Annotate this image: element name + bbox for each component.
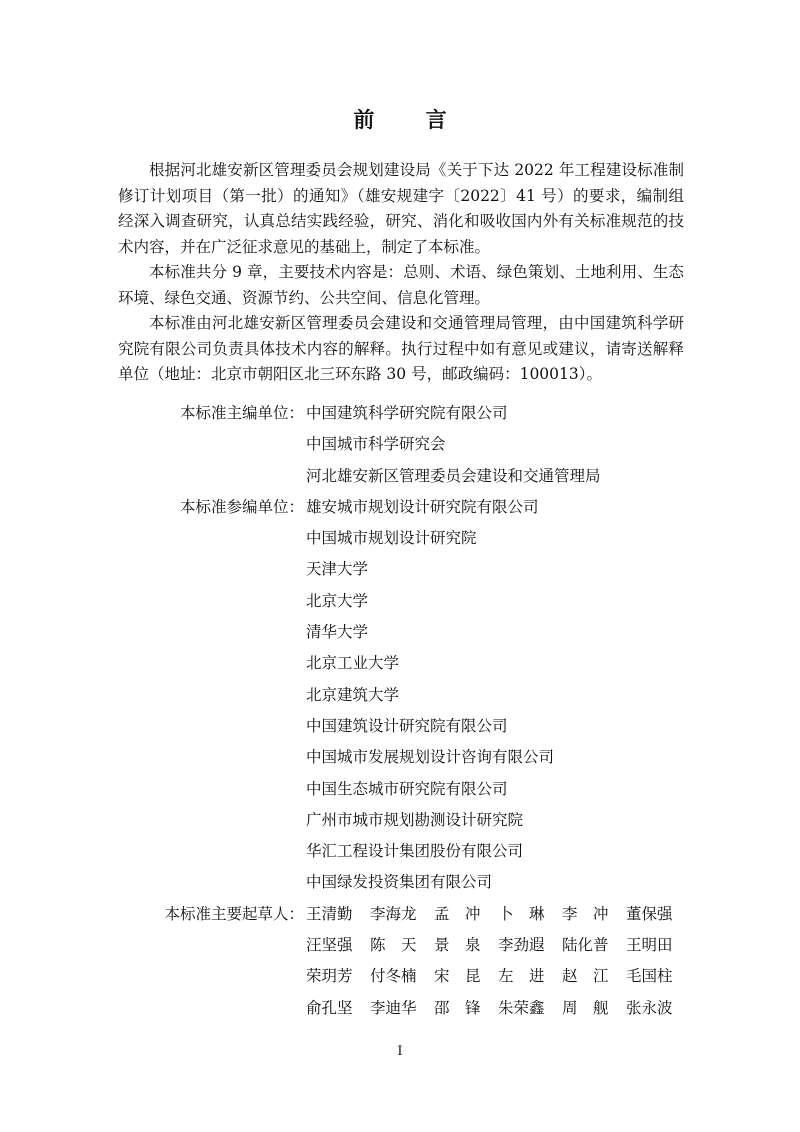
- drafter-name: 汪坚强: [306, 936, 353, 955]
- participating-unit-item: 中国建筑设计研究院有限公司: [306, 716, 508, 735]
- participating-unit-item: 北京大学: [306, 591, 369, 610]
- participating-unit-item: 雄安城市规划设计研究院有限公司: [306, 497, 539, 516]
- drafter-name: 朱荣鑫: [498, 998, 545, 1017]
- drafter-name: 李迪华: [370, 998, 417, 1017]
- participating-unit-item: 中国城市规划设计研究院: [306, 529, 477, 548]
- drafter-name: 李劲遐: [498, 936, 545, 955]
- drafter-name: 王明田: [626, 936, 673, 955]
- drafter-name: 李海龙: [370, 904, 417, 923]
- drafter-name: 卜 琳: [498, 904, 545, 923]
- chief-unit-item: 河北雄安新区管理委员会建设和交通管理局: [306, 466, 601, 485]
- chief-unit-item: 中国建筑科学研究院有限公司: [306, 404, 508, 422]
- page-number: I: [397, 1044, 403, 1059]
- drafter-name: 左 进: [498, 967, 545, 986]
- participating-unit-item: 中国绿发投资集团有限公司: [306, 873, 493, 892]
- drafter-name: 李 冲: [562, 904, 609, 923]
- participating-units-list: [306, 492, 698, 899]
- drafters-group: [118, 899, 698, 1024]
- drafter-name: 俞孔坚: [306, 998, 353, 1017]
- drafter-name: 景 泉: [434, 936, 481, 955]
- drafter-name: 张永波: [626, 998, 673, 1017]
- drafter-name: 王清勤: [306, 904, 353, 923]
- credits-section: [118, 398, 698, 1024]
- drafter-name: 董保强: [626, 904, 673, 923]
- participating-unit-item: 北京建筑大学: [306, 685, 400, 704]
- drafter-name: 毛国柱: [626, 967, 673, 986]
- drafter-name: 陈 天: [370, 936, 417, 955]
- participating-unit-item: 天津大学: [306, 560, 369, 579]
- chief-units-label: 本标准主编单位：: [179, 404, 304, 422]
- preface-paragraph: 本标准由河北雄安新区管理委员会建设和交通管理局管理，由中国建筑科学研究院有限公司负责具体技术内容的解释。执行过程中如有意见或建议，请寄送解释单位（地址：北京市朝阳区北三环东路 30 号，邮政编码：100013）。: [118, 314, 684, 383]
- page-title: 前 言: [353, 107, 469, 132]
- preface-body: [118, 158, 684, 388]
- chief-unit-item: 中国城市科学研究会: [306, 435, 446, 454]
- participating-unit-item: 中国生态城市研究院有限公司: [306, 779, 508, 798]
- drafter-name: 宋 昆: [434, 967, 481, 986]
- participating-unit-item: 广州市城市规划勘测设计研究院: [306, 810, 524, 829]
- drafters-label: 本标准主要起草人：: [164, 904, 304, 923]
- drafters-list: [306, 899, 698, 1024]
- chief-units-group: [118, 398, 698, 492]
- participating-unit-item: 华汇工程设计集团股份有限公司: [306, 842, 524, 861]
- preface-paragraph: 根据河北雄安新区管理委员会规划建设局《关于下达 2022 年工程建设标准制修订计划项目（第一批）的通知》（雄安规建字〔2022〕41 号）的要求，编制组经深入调查研究，认真总结实践经验，研究、消化和吸收国内外有关标准规范的技术内容，并在广泛征求意见的基础上，制定了本标准。: [118, 161, 684, 256]
- participating-units-group: [118, 492, 698, 899]
- participating-unit-item: 清华大学: [306, 623, 369, 642]
- participating-unit-item: 中国城市发展规划设计咨询有限公司: [306, 748, 555, 767]
- chief-units-list: [306, 398, 698, 492]
- drafter-name: 邵 锋: [434, 998, 481, 1017]
- participating-unit-item: 北京工业大学: [306, 654, 400, 673]
- drafter-name: 付冬楠: [370, 967, 417, 986]
- drafter-name: 赵 江: [562, 967, 609, 986]
- drafter-name: 陆化普: [562, 936, 609, 955]
- participating-units-label: 本标准参编单位：: [179, 497, 304, 516]
- preface-paragraph: 本标准共分 9 章，主要技术内容是：总则、术语、绿色策划、土地利用、生态环境、绿色交通、资源节约、公共空间、信息化管理。: [118, 263, 684, 307]
- drafter-name: 周 舰: [562, 998, 609, 1017]
- drafter-name: 孟 冲: [434, 904, 481, 923]
- drafter-name: 荣玥芳: [306, 967, 353, 986]
